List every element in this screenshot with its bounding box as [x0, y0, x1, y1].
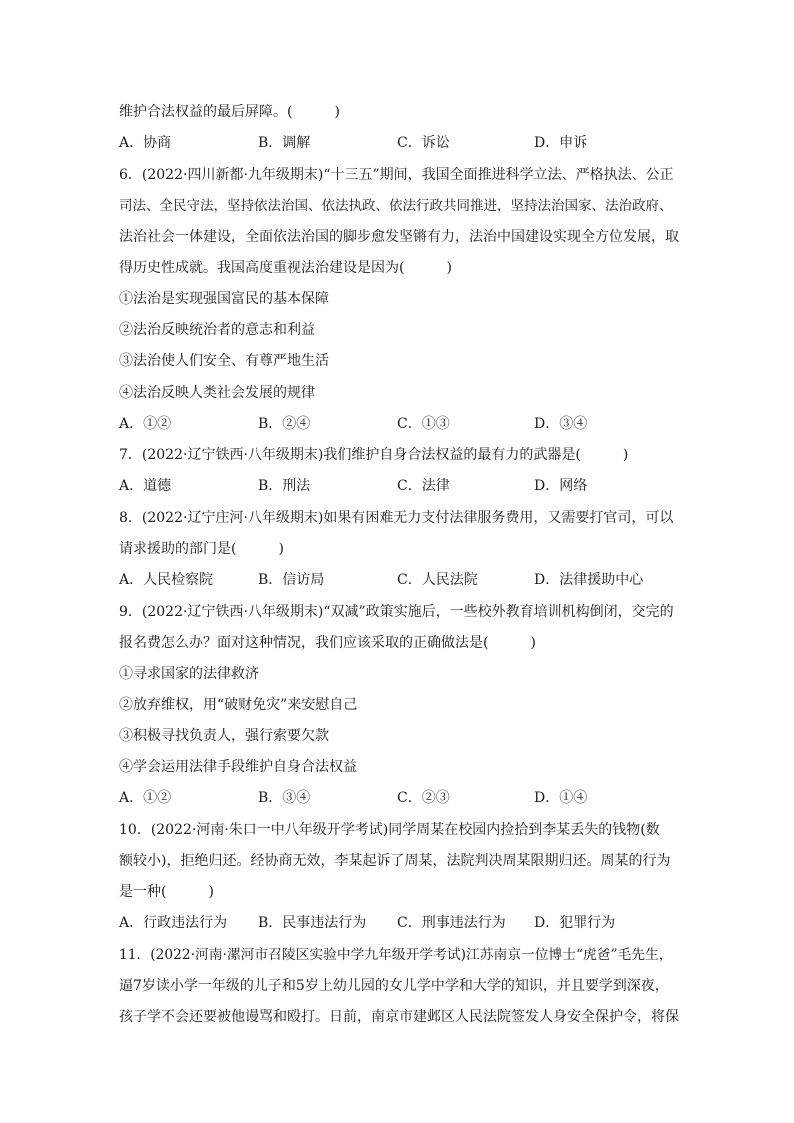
- q9-stem-line: 报名费怎么办？面对这种情况，我们应该采取的正确做法是( ): [119, 635, 536, 651]
- q11-stem-line: 逼7岁读小学一年级的儿子和5岁上幼儿园的女儿学中学和大学的知识，并且要学到深夜，: [119, 978, 669, 994]
- q9-stem-line: 9．(2022·辽宁铁西·八年级期末)“双减”政策实施后，一些校外教育培训机构倒闭，交完的: [119, 604, 674, 620]
- q8-stem-line: 8．(2022·辽宁庄河·八年级期末)如果有困难无力支付法律服务费用，又需要打官司，可以: [119, 510, 674, 526]
- q6-option-c: C．①③: [397, 416, 450, 432]
- q9-statement: ②放弃维权，用“破财免灾”来安慰自己: [119, 697, 358, 713]
- q10-option-c: C．刑事违法行为: [397, 915, 506, 931]
- q6-option-a: A．①②: [119, 416, 172, 432]
- q9-option-d: D．①④: [534, 790, 588, 806]
- q6-stem-line: 司法、全民守法，坚持依法治国、依法执政、依法行政共同推进，坚持法治国家、法治政府、: [119, 198, 673, 214]
- q6-stem-line: 得历史性成就。我国高度重视法治建设是因为( ): [119, 260, 452, 276]
- q8-option-a: A．人民检察院: [119, 572, 214, 588]
- q10-option-b: B．民事违法行为: [258, 915, 367, 931]
- q6-stem-line: 6．(2022·四川新都·九年级期末)“十三五”期间，我国全面推进科学立法、严格执法、公正: [119, 167, 674, 183]
- q11-stem-line: 11．(2022·河南·漯河市召陵区实验中学九年级开学考试)江苏南京一位博士“虎爸”毛先生，: [119, 947, 673, 963]
- q10-option-a: A．行政违法行为: [119, 915, 228, 931]
- q6-option-d: D．③④: [534, 416, 588, 432]
- q6-option-b: B．②④: [258, 416, 311, 432]
- q5-option-b: B．调解: [258, 135, 311, 151]
- q7-option-a: A．道德: [119, 478, 172, 494]
- q6-stem-line: 法治社会一体建设，全面依法治国的脚步愈发坚锵有力，法治中国建设实现全方位发展，取: [119, 229, 679, 245]
- q10-stem-line: 额较小)，拒绝归还。经协商无效，李某起诉了周某，法院判决周某限期归还。周某的行为: [119, 853, 671, 869]
- q8-option-b: B．信访局: [258, 572, 325, 588]
- q5-option-c: C．诉讼: [397, 135, 450, 151]
- q7-option-b: B．刑法: [258, 478, 311, 494]
- q7-options: [119, 477, 719, 495]
- q9-statement: ①寻求国家的法律救济: [119, 666, 259, 682]
- q5-option-d: D．申诉: [534, 135, 588, 151]
- q8-options: [119, 571, 719, 589]
- q9-statement: ③积极寻找负责人，强行索要欠款: [119, 728, 329, 744]
- q8-stem-line: 请求援助的部门是( ): [119, 541, 284, 557]
- q10-stem-line: 10．(2022·河南·朱口一中八年级开学考试)同学周某在校园内捡拾到李某丢失的钱物(数: [119, 822, 660, 838]
- q7-option-d: D．网络: [534, 478, 588, 494]
- q7-option-c: C．法律: [397, 478, 450, 494]
- q9-statement: ④学会运用法律手段维护自身合法权益: [119, 759, 357, 775]
- q8-option-c: C．人民法院: [397, 572, 478, 588]
- q10-stem-line: 是一种( ): [119, 884, 214, 900]
- q9-option-a: A．①②: [119, 790, 172, 806]
- q6-statement: ④法治反映人类社会发展的规律: [119, 385, 315, 401]
- q5-options: [119, 134, 719, 152]
- q9-option-b: B．③④: [258, 790, 311, 806]
- q6-statement: ①法治是实现强国富民的基本保障: [119, 291, 329, 307]
- q6-statement: ③法治使人们安全、有尊严地生活: [119, 353, 329, 369]
- q11-stem-line: 孩子学不会还要被他谩骂和殴打。日前，南京市建邺区人民法院签发人身安全保护令，将保: [119, 1009, 679, 1025]
- q7-stem-line: 7．(2022·辽宁铁西·八年级期末)我们维护自身合法权益的最有力的武器是( ): [119, 447, 629, 463]
- q5-option-a: A．协商: [119, 135, 172, 151]
- q10-options: [119, 914, 719, 932]
- q9-options: [119, 789, 719, 807]
- q10-option-d: D．犯罪行为: [534, 915, 616, 931]
- q6-options: [119, 415, 719, 433]
- q9-option-c: C．②③: [397, 790, 450, 806]
- q6-statement: ②法治反映统治者的意志和利益: [119, 322, 315, 338]
- q5-stem-tail: 维护合法权益的最后屏障。( ): [119, 104, 340, 120]
- q8-option-d: D．法律援助中心: [534, 572, 644, 588]
